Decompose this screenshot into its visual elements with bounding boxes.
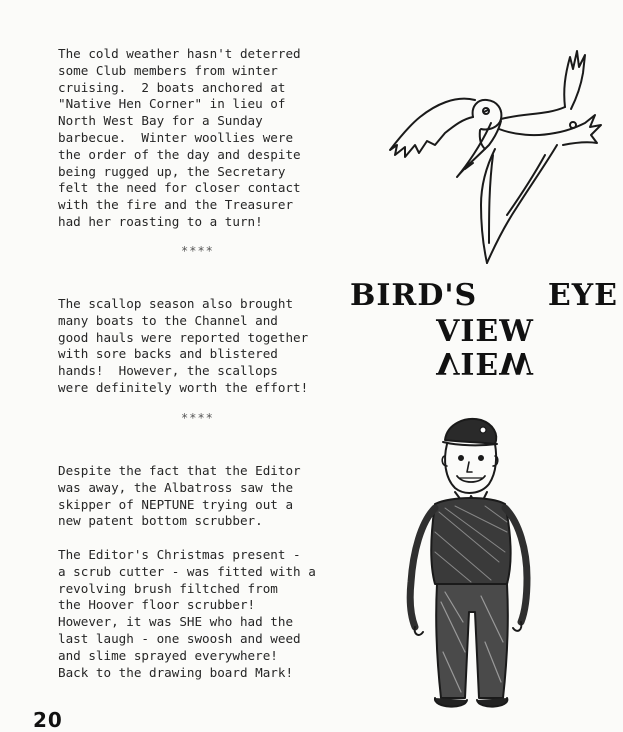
title-word-view: VIEW <box>436 314 534 349</box>
paragraph-winter-cruising: The cold weather hasn't deterred some Club members from winter cruising. 2 boats anchored at "Native Hen Corner" in lieu of North West Bay for a Sunday barbecue. Winter woollies were the order of the day and despite being rugged up, the Secretary felt the need for closer contact with the fire and the Treasurer had her roasting to a turn! <box>58 46 301 229</box>
albatross-illustration <box>385 45 603 267</box>
separator-stars: **** <box>181 244 214 258</box>
paragraph-editors-christmas-present: The Editor's Christmas present - a scrub cutter - was fitted with a revolving brush filtched from the Hoover floor scrubber! However, it was SHE who had the last laugh - one swoosh and weed and slime sprayed everywhere! Back to the drawing board Mark! <box>58 547 316 680</box>
skipper-illustration <box>395 412 540 712</box>
separator-stars: **** <box>181 411 214 425</box>
title-word-birds: BIRD'S <box>350 278 478 313</box>
title-word-eye: EYE <box>547 278 618 313</box>
paragraph-scallop-season: The scallop season also brought many boats to the Channel and good hauls were reported together with sore backs and blistered hands! However, the scallops were definitely worth the effort! <box>58 296 309 395</box>
page-number: 20 <box>33 708 63 732</box>
title-word-view-mirrored: VIEW <box>436 345 534 380</box>
paragraph-neptune-skipper: Despite the fact that the Editor was away, the Albatross saw the skipper of NEPTUNE trying out a new patent bottom scrubber. <box>58 463 301 529</box>
title-birds-eye <box>350 278 618 314</box>
